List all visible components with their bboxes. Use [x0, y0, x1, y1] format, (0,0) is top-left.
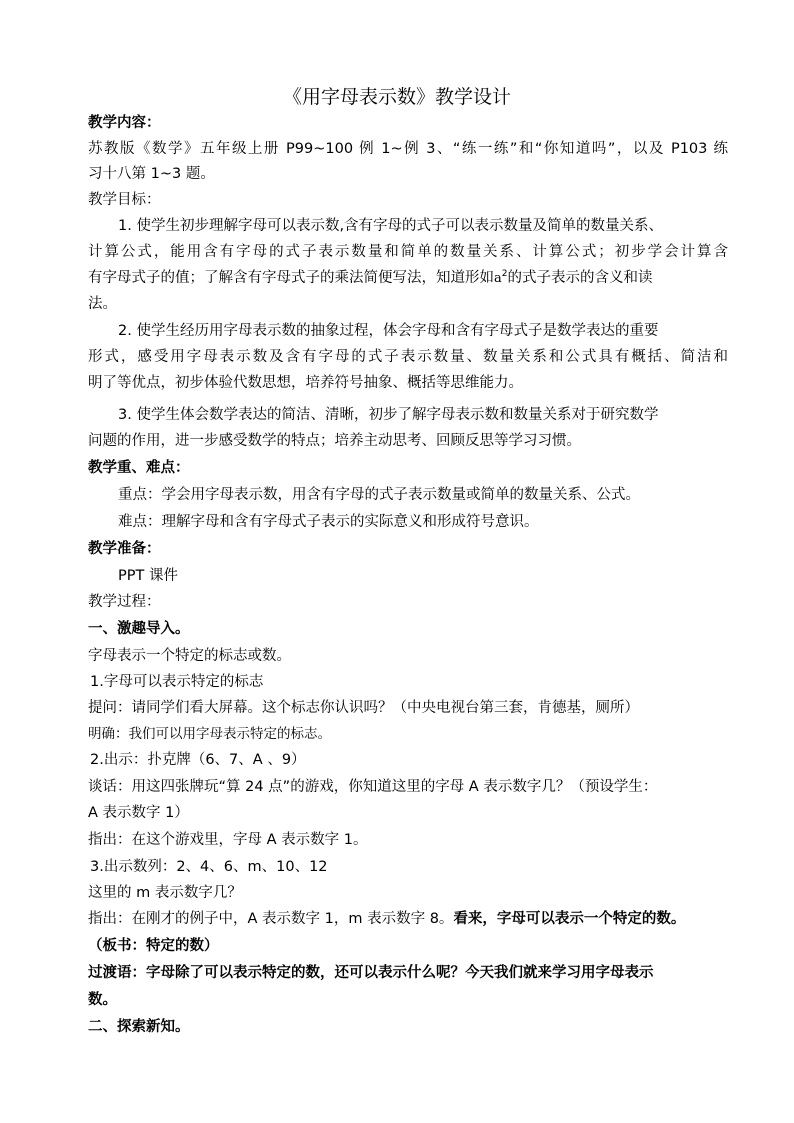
difficult-point: 难点：理解字母和含有字母式子表示的实际意义和形成符号意识。 [118, 514, 539, 530]
objective-2-line-2: 形式，感受用字母表示数及含有字母的式子表示数量、数量关系和公式具有概括、简洁和 [88, 349, 728, 365]
objective-1-line-3 [88, 268, 728, 289]
objective-2-line-1: 2. 使学生经历用字母表示数的抽象过程，体会字母和含有字母式子是数学表达的重要 [118, 323, 659, 339]
process-heading: 教学过程： [88, 594, 161, 610]
step-3-point [88, 909, 738, 929]
step-3-conclusion: 看来，字母可以表示一个特定的数。 [453, 911, 686, 927]
objective-3-line-2: 问题的作用，进一步感受数学的特点；培养主动思考、回顾反思等学习习惯。 [88, 433, 581, 449]
step-1-ask: 提问：请同学们看大屏幕。这个标志你认识吗？（中央电视台第三套，肯德基，厕所） [88, 700, 639, 716]
key-points-heading: 教学重、难点： [88, 460, 190, 476]
step-2-talk-line-1: 谈话：用这四张牌玩“算 24 点”的游戏，你知道这里的字母 A 表示数字几？（预设学生： [88, 779, 658, 795]
step-2-title: 2.出示：扑克牌（6、7、A 、9） [90, 752, 306, 768]
board-note: （板书：特定的数） [88, 938, 219, 954]
step-1-title: 1.字母可以表示特定的标志 [90, 674, 264, 690]
document-title: 《用字母表示数》教学设计 [282, 86, 511, 108]
step-2-talk-line-2: A 表示数字 1） [88, 805, 189, 821]
part-2-heading: 二、探索新知。 [88, 1019, 190, 1035]
step-3-point-text: 指出：在刚才的例子中，A 表示数字 1，m 表示数字 8。 [88, 911, 454, 927]
step-1-clarify: 明确：我们可以用字母表示特定的标志。 [88, 726, 331, 742]
power-expression-base: a [494, 271, 502, 286]
step-2-point: 指出：在这个游戏里，字母 A 表示数字 1。 [88, 832, 368, 848]
step-3-title: 3.出示数列：2、4、6、m、10、12 [90, 859, 328, 875]
part-1-heading: 一、激趣导入。 [88, 621, 190, 637]
objective-1-line-1: 1. 使学生初步理解字母可以表示数,含有字母的式子可以表示数量及简单的数量关系、 [118, 218, 664, 234]
preparation-heading: 教学准备： [88, 541, 161, 557]
content-line-2: 习十八第 1~3 题。 [88, 166, 215, 182]
objective-1-line-4: 法。 [88, 296, 117, 312]
content-line-1: 苏教版《数学》五年级上册 P99~100 例 1~例 3、“练一练”和“你知道吗”，以及 P103 练 [88, 141, 728, 157]
intro-text: 字母表示一个特定的标志或数。 [88, 648, 291, 664]
objective-2-line-3: 明了等优点，初步体验代数思想，培养符号抽象、概括等思维能力。 [88, 375, 523, 391]
key-point: 重点：学会用字母表示数，用含有字母的式子表示数量或简单的数量关系、公式。 [118, 487, 640, 503]
objective-1-line-3-text-a: 有字母式子的值；了解含有字母式子的乘法简便写法，知道形如 [88, 270, 494, 286]
objective-3-line-1: 3. 使学生体会数学表达的简洁、清晰，初步了解字母表示数和数量关系对于研究数学 [118, 407, 659, 423]
transition-line-1: 过渡语：字母除了可以表示特定的数，还可以表示什么呢？今天我们就来学习用字母表示 [88, 965, 654, 981]
objective-1-line-3-text-b: 的式子表示的含义和读 [507, 270, 653, 286]
objective-1-line-2: 计算公式，能用含有字母的式子表示数量和简单的数量关系、计算公式；初步学会计算含 [88, 244, 728, 260]
transition-line-2: 数。 [88, 992, 117, 1008]
content-heading: 教学内容： [88, 115, 161, 131]
power-expression-exponent: 2 [501, 269, 508, 280]
step-3-question: 这里的 m 表示数字几？ [88, 885, 242, 901]
preparation-item: PPT 课件 [118, 568, 178, 584]
objectives-heading: 教学目标： [88, 192, 161, 208]
